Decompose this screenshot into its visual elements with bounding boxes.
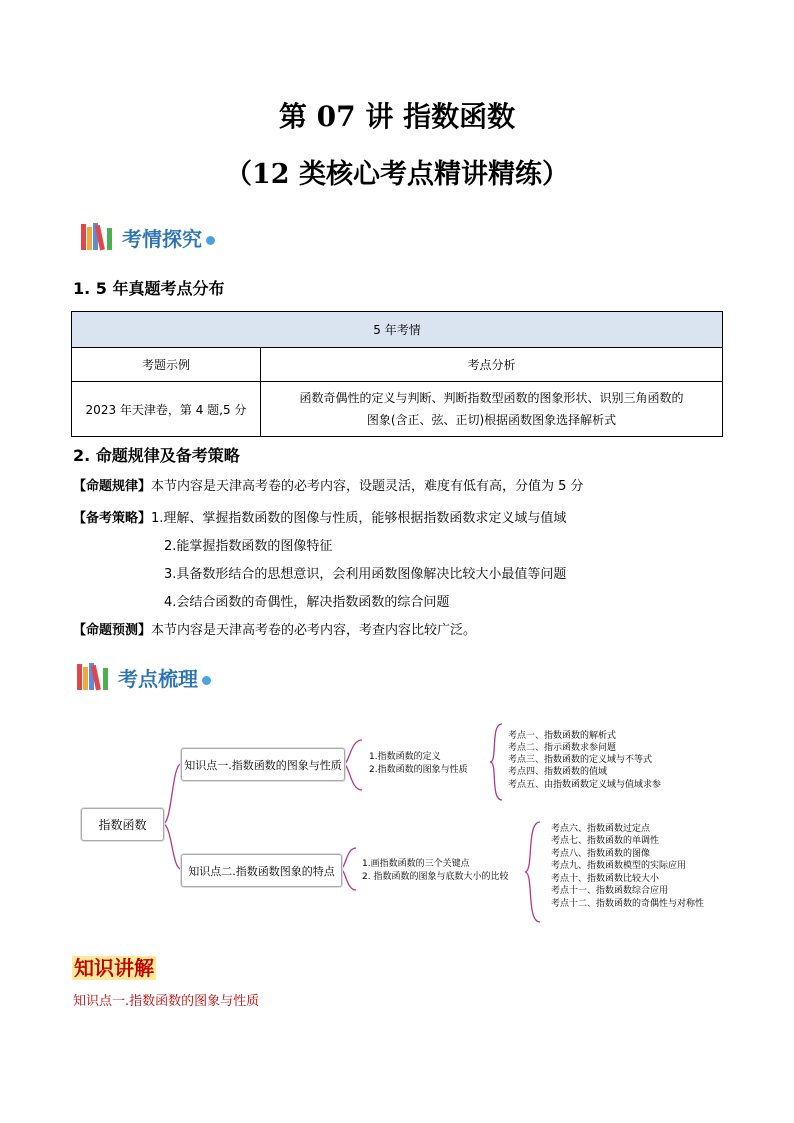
- subsection-heading: 2. 命题规律及备考策略: [73, 446, 240, 465]
- page-subtitle: （12 类核心考点精讲精练）: [225, 159, 569, 190]
- knowledge-point-title: 知识点一.指数函数的图象与性质: [73, 994, 260, 1009]
- mindmap-point: 考点二、指示函数求参问题: [508, 743, 617, 753]
- analysis-line: 图象(含正、弦、正切)根据函数图象选择解析式: [366, 413, 617, 427]
- mindmap-sub: 2.指数函数的图象与性质: [369, 765, 468, 775]
- section-label: 考点梳理: [118, 666, 198, 691]
- mindmap-sub: 1.画指数函数的三个关键点: [362, 859, 470, 869]
- strategy-item: 1.理解、掌握指数函数的图像与性质，能够根据指数函数求定义域与值域: [151, 511, 567, 526]
- section-label: 考情探究: [122, 226, 202, 251]
- table-cell: 2023 年天津卷，第 4 题,5 分: [72, 382, 261, 437]
- table-caption: 5 年考情: [72, 312, 723, 348]
- strategy-item: 2.能掌握指数函数的图像特征: [164, 539, 333, 554]
- mindmap-point: 考点三、指数函数的定义域与不等式: [508, 755, 653, 765]
- mindmap-sub: 2. 指数函数的图象与底数大小的比较: [362, 872, 509, 882]
- table-header: 考点分析: [261, 348, 723, 382]
- subsection-heading: 1. 5 年真题考点分布: [73, 279, 225, 298]
- knowledge-label: 知识讲解: [74, 956, 154, 980]
- mindmap-branch: 知识点一.指数函数的图象与性质: [181, 748, 345, 781]
- mindmap-sub: 1.指数函数的定义: [369, 752, 441, 762]
- rule-text: 本节内容是天津高考卷的必考内容，设题灵活，难度有低有高，分值为 5 分: [151, 479, 584, 494]
- mindmap-root: 指数函数: [81, 808, 164, 841]
- mindmap-point: 考点八、指数函数的图像: [551, 849, 651, 859]
- rule-tag: 【命题规律】: [73, 479, 152, 494]
- predict-tag: 【命题预测】: [73, 623, 152, 638]
- analysis-line: 函数奇偶性的定义与判断、判断指数型函数的图象形状、识别三角函数的: [299, 391, 684, 405]
- mindmap-point: 考点十、指数函数比较大小: [551, 874, 660, 884]
- mindmap-point: 考点七、指数函数的单调性: [551, 836, 660, 846]
- mindmap-point: 考点四、指数函数的值域: [508, 767, 608, 777]
- mindmap-point: 考点九、指数函数模型的实际应用: [551, 861, 687, 871]
- page-title: 第 07 讲 指数函数: [278, 100, 516, 133]
- mindmap-point: 考点一、指数函数的解析式: [508, 731, 617, 741]
- mindmap-point: 考点十一、指数函数综合应用: [551, 886, 669, 896]
- table-header: 考题示例: [72, 348, 261, 382]
- strategy-item: 3.具备数形结合的思想意识，会利用函数图像解决比较大小最值等问题: [164, 567, 567, 582]
- mindmap-point: 考点五、由指数函数定义域与值域求参: [508, 780, 662, 790]
- section-heading-knowledge: [72, 952, 156, 981]
- strategy-tag: 【备考策略】: [73, 511, 152, 526]
- mindmap-branch: 知识点二.指数函数图象的特点: [181, 854, 342, 887]
- mindmap-point: 考点六、指数函数过定点: [551, 824, 651, 834]
- mindmap-point: 考点十二、指数函数的奇偶性与对称性: [551, 899, 705, 909]
- predict-text: 本节内容是天津高考卷的必考内容，考查内容比较广泛。: [151, 623, 477, 638]
- strategy-item: 4.会结合函数的奇偶性，解决指数函数的综合问题: [164, 595, 450, 610]
